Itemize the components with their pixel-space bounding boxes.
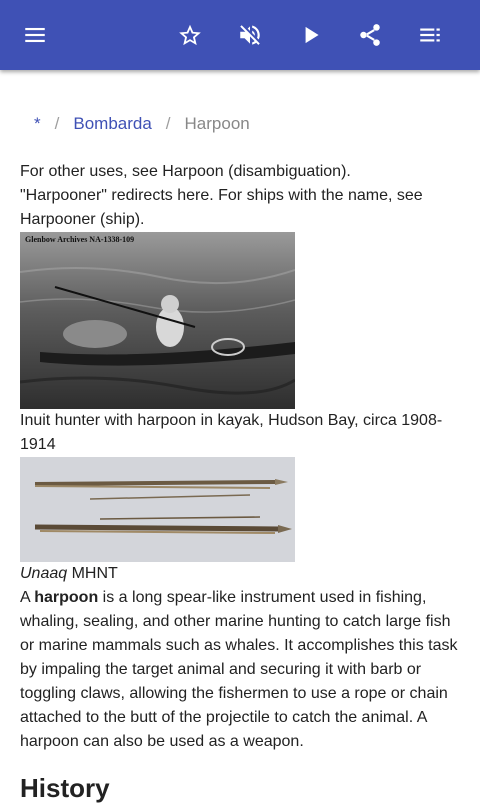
star-icon — [177, 22, 203, 48]
share-button[interactable] — [350, 15, 390, 55]
favorite-button[interactable] — [170, 15, 210, 55]
menu-icon — [22, 22, 48, 48]
playlist-icon — [417, 22, 443, 48]
breadcrumb-parent[interactable]: Bombarda — [73, 114, 152, 133]
play-button[interactable] — [291, 15, 331, 55]
breadcrumb-separator: / — [165, 114, 171, 133]
play-icon — [298, 22, 324, 48]
photo-archive-caption: Glenbow Archives NA-1338-109 — [25, 235, 135, 244]
unaaq-photo-caption: Unaaq MHNT — [20, 565, 118, 582]
breadcrumb — [20, 112, 250, 136]
breadcrumb-separator: / — [54, 114, 60, 133]
breadcrumb-current: Harpoon — [184, 114, 250, 133]
unaaq-image — [20, 457, 295, 562]
share-icon — [357, 22, 383, 48]
volume-off-icon — [237, 22, 263, 48]
hatnote-disambiguation: For other uses, see Harpoon (disambiguation). — [20, 163, 351, 180]
inuit-hunter-image — [20, 232, 295, 409]
hunter-photo-caption: Inuit hunter with harpoon in kayak, Hudson Bay, circa 1908-1914 — [20, 412, 443, 453]
inuit-hunter-photo[interactable] — [20, 232, 295, 409]
unaaq-photo[interactable] — [20, 457, 295, 562]
app-bar — [0, 0, 480, 70]
section-heading-history: History — [20, 773, 110, 803]
breadcrumb-root[interactable]: * — [34, 114, 41, 133]
lead-paragraph: A harpoon is a long spear-like instrument used in fishing, whaling, sealing, and other marine hunting to catch large fish or marine mammals such as whales. It accomplishes this task by impaling the target animal and securing it with barb or toggling claws, allowing the fishermen to use a rope or chain attached to the butt of the projectile to catch the animal. A harpoon can also be used as a weapon. — [20, 589, 458, 750]
article-content — [20, 160, 464, 804]
contents-button[interactable] — [410, 15, 450, 55]
hatnote-redirect: "Harpooner" redirects here. For ships with the name, see Harpooner (ship). — [20, 187, 423, 228]
menu-button[interactable] — [15, 15, 55, 55]
mute-button[interactable] — [230, 15, 270, 55]
